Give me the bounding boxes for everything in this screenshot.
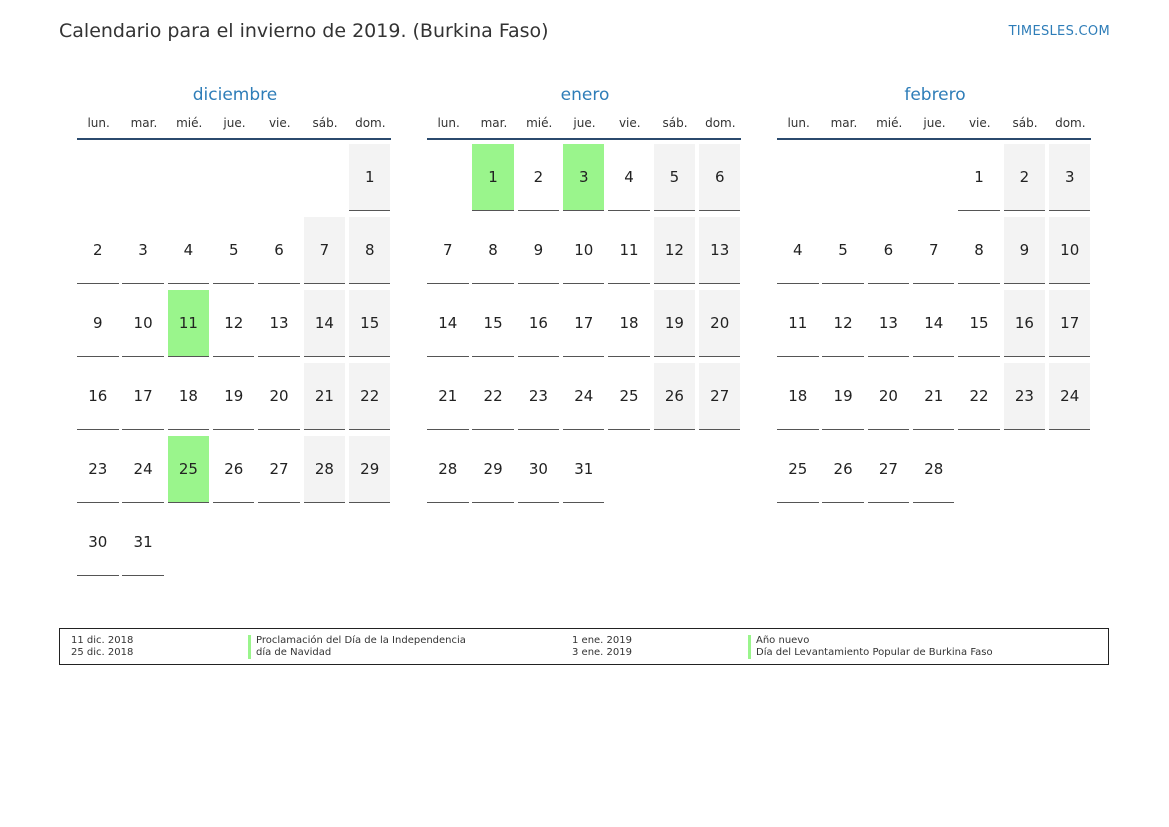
month-january [427,84,743,478]
day-cell: 19 [213,363,255,430]
weekday-label: vie. [618,116,641,130]
day-cell: 19 [822,363,864,430]
day-cell: 20 [868,363,910,430]
day-cell: 12 [213,290,255,357]
day-cell: 22 [349,363,391,430]
month-december [77,84,393,551]
legend-dates-right [572,635,632,659]
day-cell: 8 [472,217,514,284]
weekday-label: jue. [573,116,596,130]
day-cell: 6 [699,144,741,211]
weekday-label: jue. [223,116,246,130]
month-title: febrero [904,85,966,105]
day-cell: 5 [213,217,255,284]
weekday-label: vie. [268,116,291,130]
day-cell: 17 [563,290,605,357]
day-cell: 25 [777,436,819,503]
day-cell: 1 [958,144,1000,211]
holiday-legend [59,628,1109,665]
day-cell: 31 [122,509,164,576]
weekday-label: mar. [130,116,158,130]
holiday-day-cell: 11 [168,290,210,357]
day-cell: 2 [518,144,560,211]
day-cell: 15 [349,290,391,357]
day-cell: 9 [518,217,560,284]
day-cell: 7 [304,217,346,284]
day-cell: 13 [699,217,741,284]
weekday-label: lun. [787,116,810,130]
weekday-header [776,114,1093,132]
page-title: Calendario para el invierno de 2019. (Burkina Faso) [59,20,549,42]
day-cell: 30 [518,436,560,503]
weekday-label: sáb. [1012,116,1038,130]
legend-holiday-name: Proclamación del Día de la Independencia [248,635,466,647]
holiday-day-cell: 3 [563,144,605,211]
legend-names-left [248,635,466,659]
day-cell: 9 [77,290,119,357]
weekday-label: dom. [1055,116,1086,130]
day-cell: 20 [258,363,300,430]
day-cell: 7 [427,217,469,284]
weekday-header [426,114,743,132]
day-cell: 24 [122,436,164,503]
day-cell: 27 [699,363,741,430]
day-cell: 8 [349,217,391,284]
day-cell: 21 [304,363,346,430]
day-cell: 5 [822,217,864,284]
day-cell: 15 [958,290,1000,357]
day-cell: 5 [654,144,696,211]
day-cell: 1 [349,144,391,211]
day-cell: 11 [608,217,650,284]
day-cell: 18 [608,290,650,357]
day-cell: 24 [563,363,605,430]
legend-holiday-name: Día del Levantamiento Popular de Burkina Faso [748,647,993,659]
month-title: enero [560,85,610,105]
weekday-label: lun. [437,116,460,130]
day-cell: 22 [472,363,514,430]
day-cell: 13 [258,290,300,357]
day-cell: 10 [563,217,605,284]
legend-date: 1 ene. 2019 [572,635,632,646]
day-cell: 23 [518,363,560,430]
weekday-label: mar. [480,116,508,130]
day-cell: 11 [777,290,819,357]
day-cell: 6 [868,217,910,284]
legend-names-right [748,635,993,659]
day-cell: 12 [822,290,864,357]
weekday-label: mar. [830,116,858,130]
site-link[interactable]: TIMESLES.COM [1008,24,1110,39]
legend-dates-left [71,635,133,659]
day-cell: 4 [777,217,819,284]
day-cell: 10 [122,290,164,357]
day-cell: 29 [472,436,514,503]
day-cell: 7 [913,217,955,284]
month-divider [427,138,741,140]
day-cell: 23 [1004,363,1046,430]
day-cell: 28 [427,436,469,503]
day-cell: 29 [349,436,391,503]
month-title: diciembre [192,85,278,105]
holiday-day-cell: 1 [472,144,514,211]
day-cell: 21 [913,363,955,430]
day-cell: 16 [77,363,119,430]
day-cell: 6 [258,217,300,284]
weekday-header [76,114,393,132]
day-cell: 4 [168,217,210,284]
legend-holiday-name: Año nuevo [748,635,993,647]
day-cell: 12 [654,217,696,284]
month-divider [777,138,1091,140]
day-cell: 30 [77,509,119,576]
day-cell: 27 [258,436,300,503]
day-cell: 14 [427,290,469,357]
legend-date: 25 dic. 2018 [71,647,134,658]
weekday-label: sáb. [662,116,688,130]
day-cell: 3 [1049,144,1091,211]
month-divider [77,138,391,140]
day-cell: 4 [608,144,650,211]
day-cell: 18 [777,363,819,430]
day-cell: 21 [427,363,469,430]
day-cell: 2 [1004,144,1046,211]
day-cell: 20 [699,290,741,357]
legend-date: 11 dic. 2018 [71,635,134,646]
legend-holiday-name: día de Navidad [248,647,466,659]
day-cell: 17 [1049,290,1091,357]
day-cell: 3 [122,217,164,284]
weekday-label: mié. [176,116,203,130]
weekday-label: dom. [705,116,736,130]
day-cell: 16 [1004,290,1046,357]
weekday-label: mié. [526,116,553,130]
month-february [777,84,1093,478]
day-cell: 26 [822,436,864,503]
day-cell: 15 [472,290,514,357]
day-cell: 17 [122,363,164,430]
legend-date: 3 ene. 2019 [572,647,632,658]
weekday-label: vie. [968,116,991,130]
day-cell: 23 [77,436,119,503]
day-cell: 28 [913,436,955,503]
day-cell: 2 [77,217,119,284]
weekday-label: mié. [876,116,903,130]
weekday-label: lun. [87,116,110,130]
day-cell: 25 [608,363,650,430]
day-cell: 8 [958,217,1000,284]
day-cell: 19 [654,290,696,357]
holiday-day-cell: 25 [168,436,210,503]
day-cell: 26 [654,363,696,430]
day-cell: 14 [304,290,346,357]
day-cell: 10 [1049,217,1091,284]
day-cell: 18 [168,363,210,430]
day-cell: 28 [304,436,346,503]
weekday-label: jue. [923,116,946,130]
day-cell: 26 [213,436,255,503]
day-cell: 24 [1049,363,1091,430]
day-cell: 22 [958,363,1000,430]
day-cell: 16 [518,290,560,357]
day-cell: 14 [913,290,955,357]
weekday-label: dom. [355,116,386,130]
weekday-label: sáb. [312,116,338,130]
day-cell: 31 [563,436,605,503]
day-cell: 27 [868,436,910,503]
day-cell: 13 [868,290,910,357]
day-cell: 9 [1004,217,1046,284]
